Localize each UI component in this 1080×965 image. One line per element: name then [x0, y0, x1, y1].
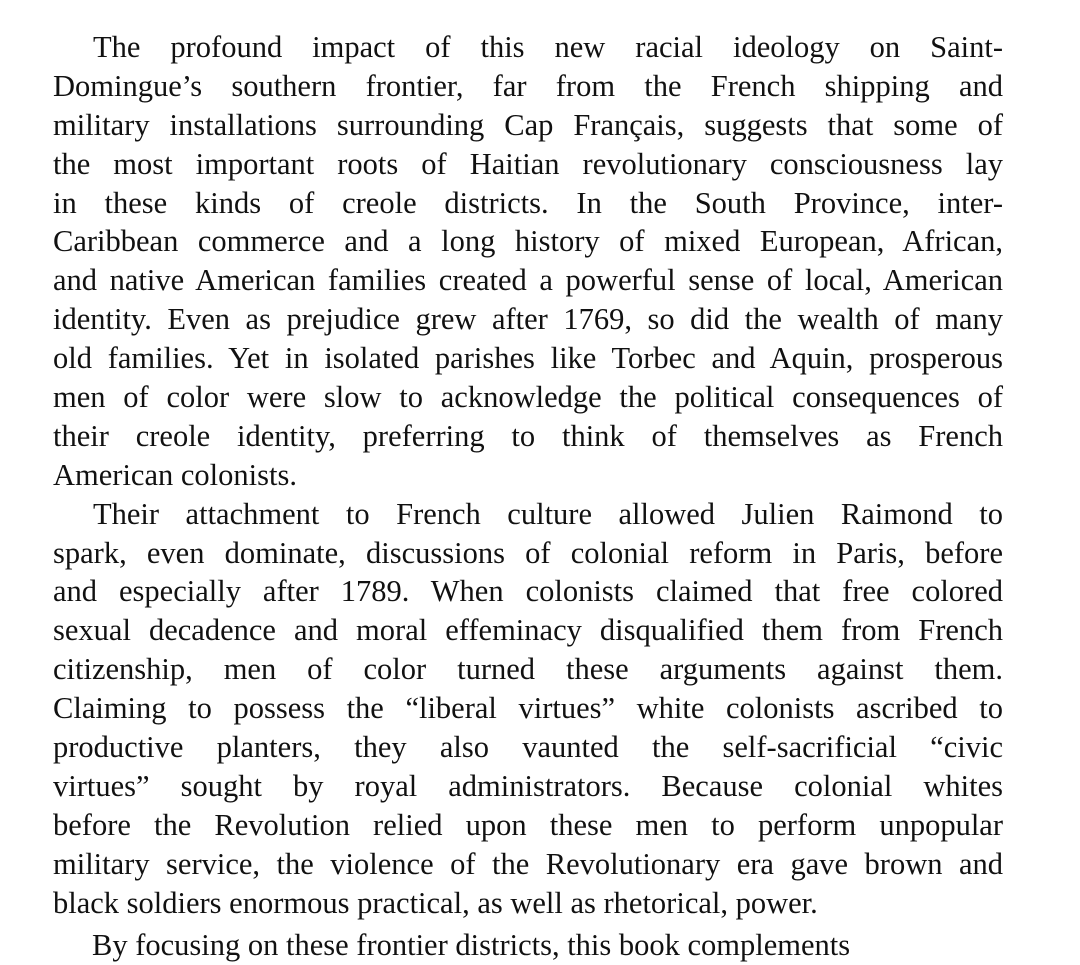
text-line: old families. Yet in isolated parishes like Torbec and Aquin, prosperous — [53, 341, 1003, 376]
text-line: the most important roots of Haitian revolutionary consciousness lay — [53, 146, 1003, 181]
text-line: and especially after 1789. When colonists claimed that free colored — [53, 574, 1003, 609]
text-line: citizenship, men of color turned these arguments against them. — [53, 652, 1003, 687]
text-line: spark, even dominate, discussions of colonial reform in Paris, before — [53, 535, 1003, 570]
cut-off-text: By focusing on these frontier districts, this book complements — [92, 928, 851, 962]
text-line: virtues” sought by royal administrators. Because colonial whites — [53, 768, 1003, 803]
text-line: Caribbean commerce and a long history of mixed European, African, — [53, 224, 1003, 259]
cut-off-text-line — [92, 926, 1003, 962]
text-line: Their attachment to French culture allowed Julien Raimond to — [93, 496, 1003, 531]
text-line: in these kinds of creole districts. In the South Province, inter- — [53, 185, 1003, 220]
text-line: identity. Even as prejudice grew after 1769, so did the wealth of many — [53, 302, 1003, 337]
paragraph-2 — [53, 495, 1003, 923]
text-line: productive planters, they also vaunted the self-sacrificial “civic — [53, 730, 1003, 765]
text-line: their creole identity, preferring to think of themselves as French — [53, 418, 1003, 453]
text-line: Domingue’s southern frontier, far from the French shipping and — [53, 68, 1003, 103]
text-line: black soldiers enormous practical, as well as rhetorical, power. — [53, 885, 818, 920]
text-line: Claiming to possess the “liberal virtues” white colonists ascribed to — [53, 691, 1003, 726]
text-line: The profound impact of this new racial ideology on Saint- — [93, 30, 1003, 64]
text-line: military installations surrounding Cap Français, suggests that some of — [53, 107, 1003, 142]
text-line: military service, the violence of the Revolutionary era gave brown and — [53, 846, 1003, 881]
text-line: American colonists. — [53, 457, 297, 492]
text-line: sexual decadence and moral effeminacy disqualified them from French — [53, 613, 1003, 648]
text-line: and native American families created a powerful sense of local, American — [53, 263, 1003, 298]
body-text — [53, 28, 1003, 922]
paragraph-1 — [53, 28, 1003, 495]
text-line: before the Revolution relied upon these men to perform unpopular — [53, 807, 1003, 842]
text-line: men of color were slow to acknowledge the political consequences of — [53, 380, 1003, 415]
